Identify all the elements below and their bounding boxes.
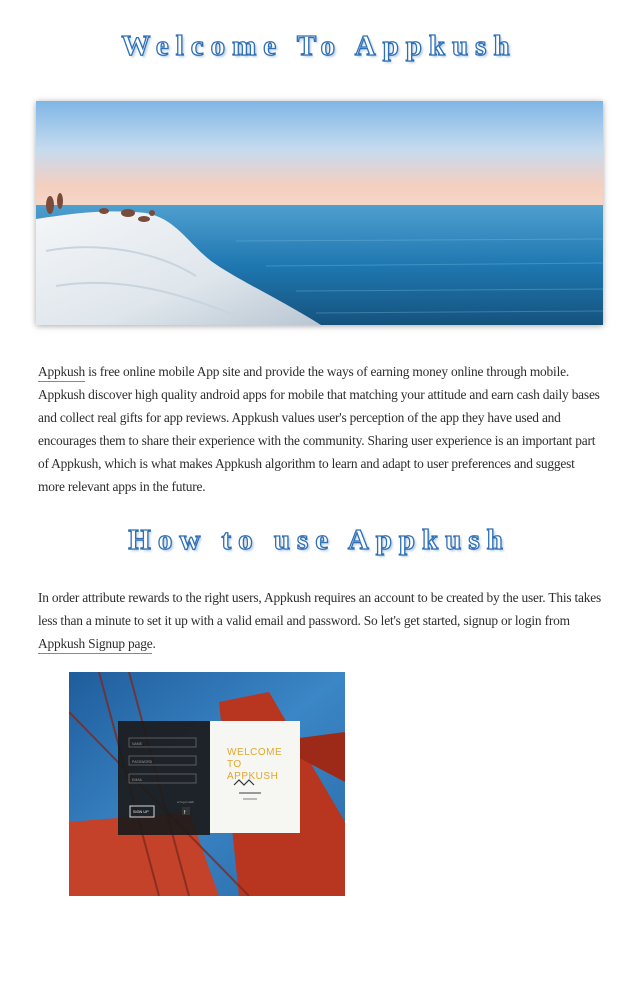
howto-paragraph [38,586,616,655]
appkush-link[interactable]: Appkush [38,364,85,382]
howto-text: In order attribute rewards to the right users, Appkush requires an account to be created by the user. This takes less than a minute to set it up with a valid email and password. So let's get started, signup or login from [38,590,602,628]
signup-page-link[interactable]: Appkush Signup page [38,636,152,654]
facebook-icon: f [184,810,186,816]
seaside-cliff-image [36,101,603,325]
how-to-heading: How to use Appkush [128,524,510,556]
name-field-label: NAME [132,742,143,746]
welcome-line-2: TO [227,759,242,770]
bridge-background-image [69,672,345,896]
password-field-label: PASSWORD [132,760,153,764]
intro-paragraph [38,360,603,498]
welcome-line-3: APPKUSH [227,771,279,782]
or-login-label: or log in with [177,800,194,804]
hero-image [36,101,603,325]
welcome-heading: Welcome To Appkush [121,30,517,62]
signup-button-label: SIGN UP [133,810,149,814]
email-field-label: EMAIL [132,778,143,782]
intro-text: is free online mobile App site and provide the ways of earning money online through mobile. Appkush discover high quality android apps for mobile that matching your attitude and earn cash daily bases and collect real gifts for app reviews. Appkush values user's perception of the app they have used and encourages them to share their experience with the community. Sharing user experience is an important part of Appkush, which is what makes Appkush algorithm to learn and adapt to user preferences and suggest more relevant apps in the future. [38,364,600,494]
signup-screenshot [69,672,345,896]
howto-tail: . [152,636,156,651]
welcome-line-1: WELCOME [227,747,283,758]
